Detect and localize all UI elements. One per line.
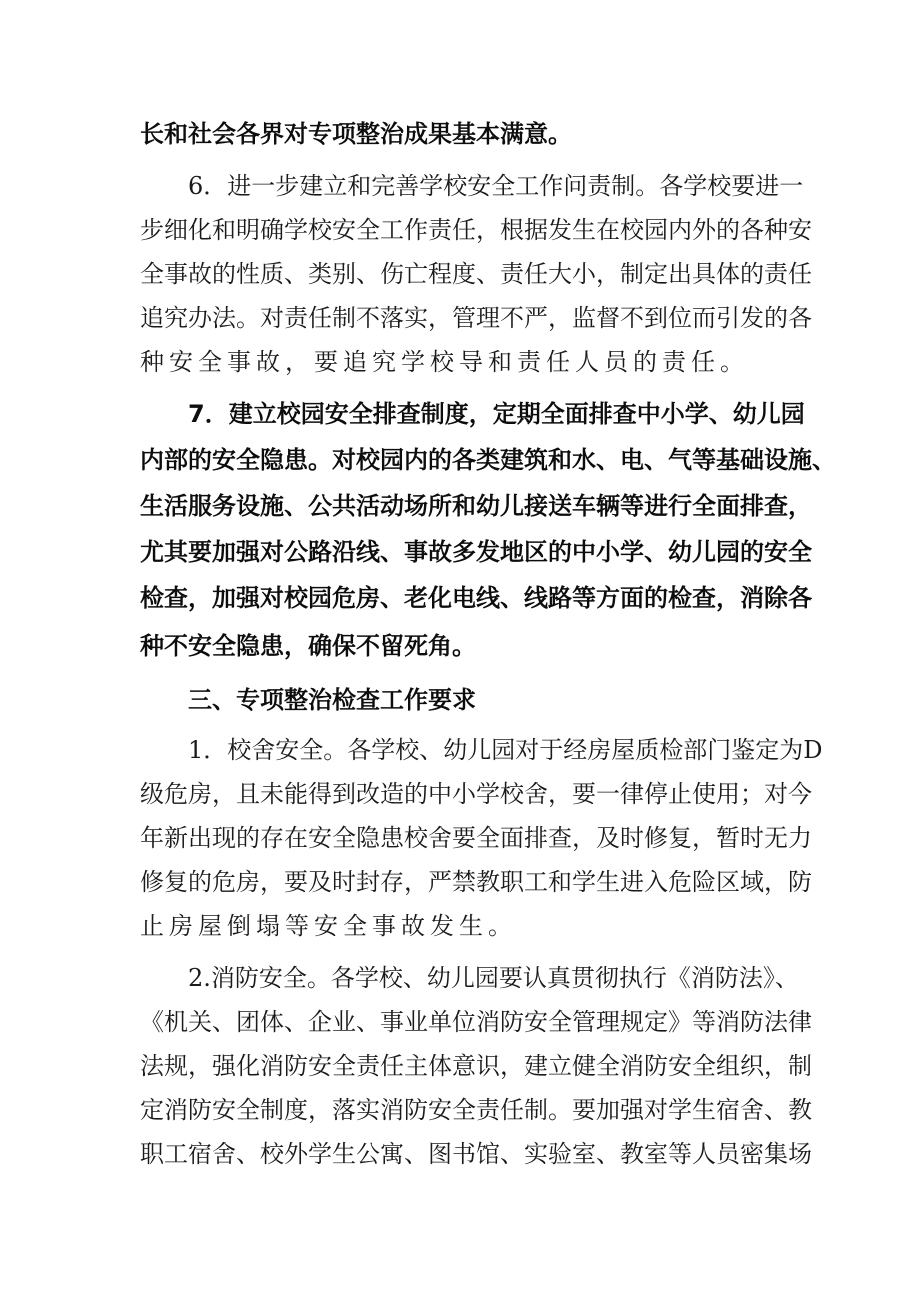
paragraph-7-line-1: 7．建立校园安全排查制度，定期全面排查中小学、幼儿园 [188,400,805,428]
item-1-line-1: 1．校舍安全。各学校、幼儿园对于经房屋质检部门鉴定为D [188,736,823,764]
paragraph-6-line-2: 步细化和明确学校安全工作责任，根据发生在校园内外的各种安 [140,216,812,244]
paragraph-6-line-5: 种安全事故，要追究学校导和责任人员的责任。 [140,348,749,376]
item-2-line-4: 定消防安全制度，落实消防安全责任制。要加强对学生宿舍、教 [140,1096,812,1124]
item-2-line-1: 2.消防安全。各学校、幼儿园要认真贯彻执行《消防法》、 [188,964,799,992]
paragraph-7-line-2: 内部的安全隐患。对校园内的各类建筑和水、电、气等基础设施、 [140,446,836,474]
section-heading: 三、专项整治检查工作要求 [188,686,476,714]
paragraph-intro-line-1: 长和社会各界对专项整治成果基本满意。 [140,120,572,148]
item-1-line-4: 修复的危房，要及时封存，严禁教职工和学生进入危险区域，防 [140,868,812,896]
item-2-line-5: 职工宿舍、校外学生公寓、图书馆、实验室、教室等人员密集场 [140,1140,812,1168]
paragraph-7-line-6: 种不安全隐患，确保不留死角。 [140,632,476,660]
item-2-line-3: 法规，强化消防安全责任主体意识，建立健全消防安全组织，制 [140,1052,812,1080]
item-1-line-5: 止房屋倒塌等安全事故发生。 [140,912,517,940]
item-1-line-3: 年新出现的存在安全隐患校舍要全面排查，及时修复，暂时无力 [140,824,812,852]
paragraph-7-line-3: 生活服务设施、公共活动场所和幼儿接送车辆等进行全面排查， [140,492,812,520]
paragraph-7-line-5: 检查，加强对校园危房、老化电线、线路等方面的检查，消除各 [140,584,812,612]
paragraph-6-line-1: 6．进一步建立和完善学校安全工作问责制。各学校要进一 [188,172,804,200]
item-1-line-2: 级危房，且未能得到改造的中小学校舍，要一律停止使用；对今 [140,780,812,808]
paragraph-7-line-4: 尤其要加强对公路沿线、事故多发地区的中小学、幼儿园的安全 [140,538,812,566]
item-2-line-2: 《机关、团体、企业、事业单位消防安全管理规定》等消防法律 [140,1008,812,1036]
paragraph-6-line-3: 全事故的性质、类别、伤亡程度、责任大小，制定出具体的责任 [140,260,812,288]
paragraph-6-line-4: 追究办法。对责任制不落实，管理不严，监督不到位而引发的各 [140,304,812,332]
